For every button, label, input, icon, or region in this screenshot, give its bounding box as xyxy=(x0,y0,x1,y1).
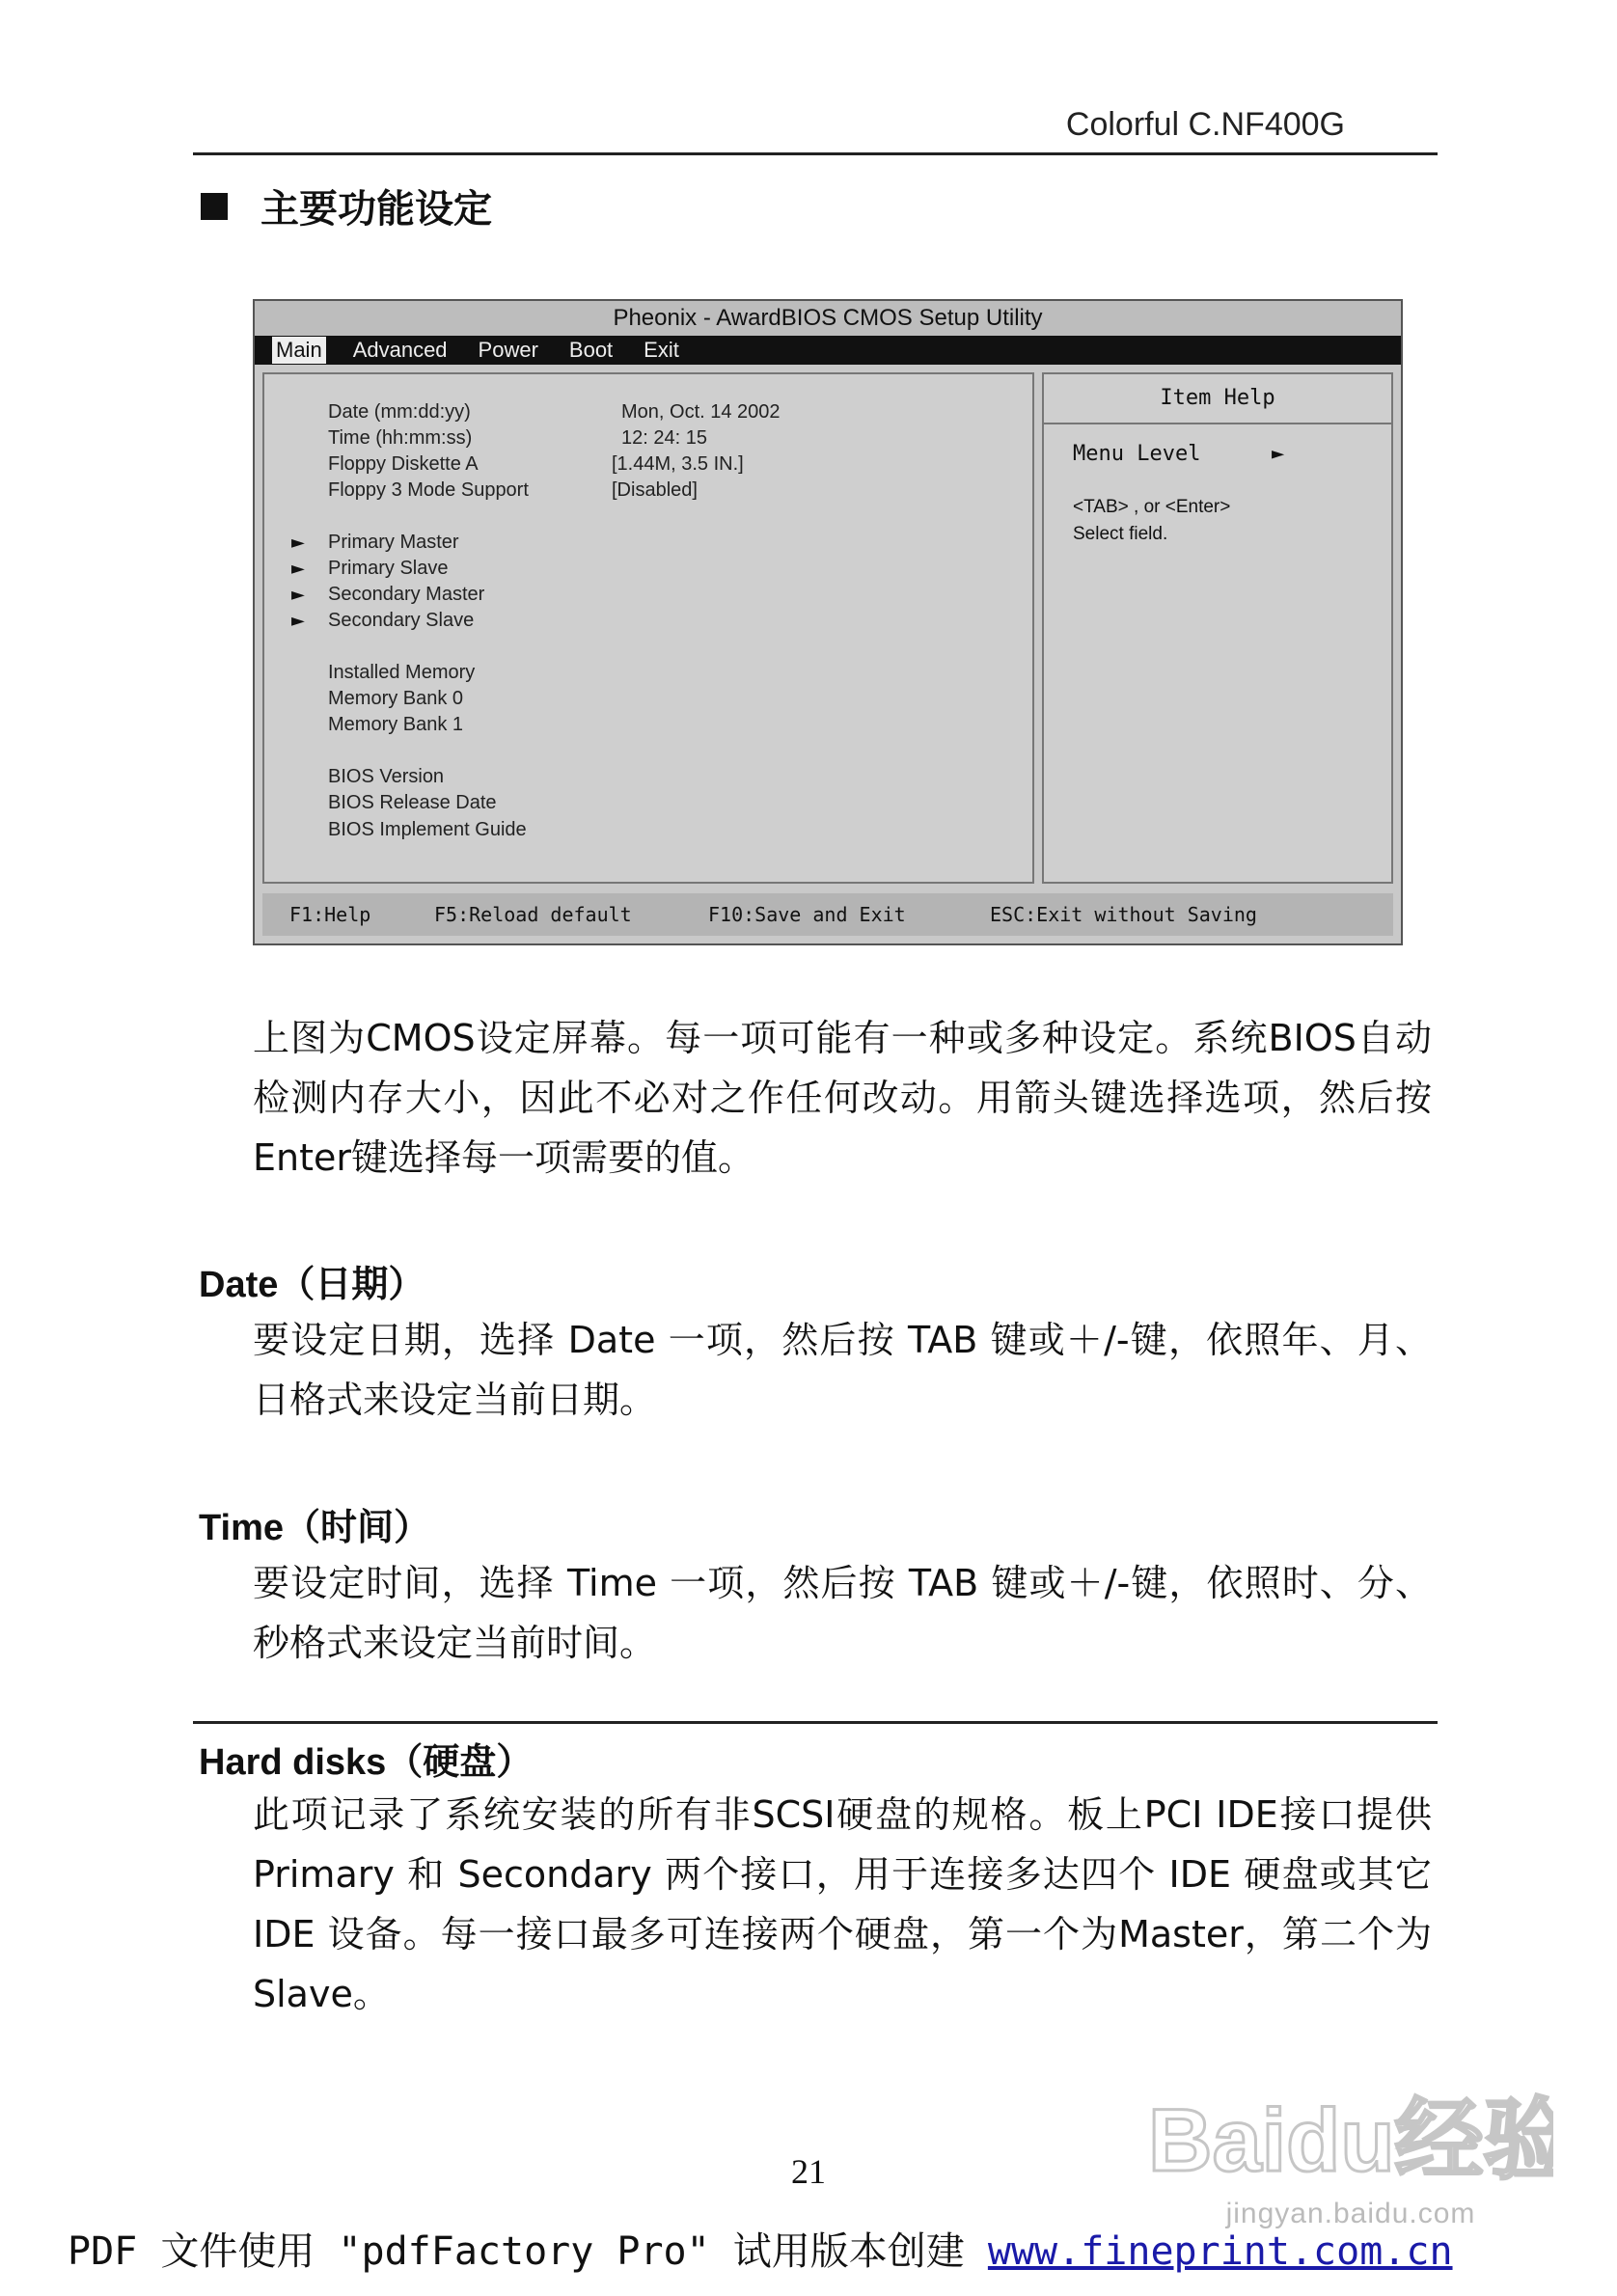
time-heading: Time（时间） xyxy=(199,1508,431,1548)
submenu-arrow-icon: ► xyxy=(291,533,305,553)
bios-floppy-a-label: Floppy Diskette A xyxy=(328,453,479,475)
section-divider xyxy=(193,1721,1438,1724)
bios-time-label: Time (hh:mm:ss) xyxy=(328,427,473,449)
bios-footer-f10: F10:Save and Exit xyxy=(708,903,906,926)
bios-primary-slave: Primary Slave xyxy=(328,558,449,579)
bios-date-label: Date (mm:dd:yy) xyxy=(328,401,471,423)
bios-secondary-master: Secondary Master xyxy=(328,584,485,605)
header-rule xyxy=(193,152,1438,155)
header-brand: Colorful C.NF400G xyxy=(1065,106,1345,143)
bios-menu-power: Power xyxy=(478,338,538,362)
bios-menu-exit: Exit xyxy=(644,338,679,362)
date-heading: Date（日期） xyxy=(199,1265,425,1305)
bios-menubar xyxy=(255,336,1401,365)
hdd-heading: Hard disks（硬盘） xyxy=(199,1742,534,1783)
bios-menu-advanced: Advanced xyxy=(352,338,448,362)
watermark-logo-text: Baidu经验 xyxy=(1148,2091,1553,2190)
hdd-body: 此项记录了系统安装的所有非SCSI硬盘的规格。板上PCI IDE接口提供 Primary 和 Secondary 两个接口，用于连接多达四个 IDE 硬盘或其它 IDE 设备。每一接口最多可连接两个硬盘，第一个为Master，第二个为Slave。 xyxy=(253,1793,1432,2015)
footer-link[interactable]: www.fineprint.com.cn xyxy=(987,2229,1453,2274)
pdf-footer-text: PDF 文件使用 "pdfFactory Pro" 试用版本创建 xyxy=(68,2229,988,2274)
bios-secondary-slave: Secondary Slave xyxy=(328,610,475,631)
help-title: Item Help xyxy=(1044,374,1391,424)
bios-release-date: BIOS Release Date xyxy=(328,792,497,813)
section-title xyxy=(201,178,492,233)
pdf-footer xyxy=(68,2221,1453,2276)
bios-main-panel xyxy=(262,372,1034,884)
watermark-url: jingyan.baidu.com xyxy=(1225,2198,1476,2229)
bios-version: BIOS Version xyxy=(328,766,445,787)
bios-primary-master: Primary Master xyxy=(328,532,459,553)
bios-footer-f5: F5:Reload default xyxy=(434,903,632,926)
bios-screenshot xyxy=(253,299,1403,945)
menu-level-arrow-icon: ► xyxy=(1272,442,1285,466)
bios-title: Pheonix - AwardBIOS CMOS Setup Utility xyxy=(255,301,1401,336)
section-title-text: 主要功能设定 xyxy=(260,187,492,232)
submenu-arrow-icon: ► xyxy=(291,559,305,579)
bios-floppy-a-value: [1.44M, 3.5 IN.] xyxy=(612,453,744,475)
intro-paragraph: 上图为CMOS设定屏幕。每一项可能有一种或多种设定。系统BIOS自动检测内存大小，因此不必对之作任何改动。用箭头键选择选项，然后按 Enter键选择每一项需要的值。 xyxy=(253,1017,1432,1179)
submenu-arrow-icon: ► xyxy=(291,585,305,605)
bios-footer-f1: F1:Help xyxy=(289,903,371,926)
bios-floppy3-value: [Disabled] xyxy=(612,479,698,501)
help-note-line2: Select field. xyxy=(1073,524,1168,544)
bios-date-value: Mon, Oct. 14 2002 xyxy=(621,401,781,423)
help-note-line1: <TAB> , or <Enter> xyxy=(1073,497,1231,517)
bios-memory-bank0: Memory Bank 0 xyxy=(328,688,464,709)
bios-memory-bank1: Memory Bank 1 xyxy=(328,714,464,735)
bios-help-panel xyxy=(1042,372,1393,884)
date-body: 要设定日期，选择 Date 一项，然后按 TAB 键或＋/-键，依照年、月、日格式来设定当前日期。 xyxy=(253,1319,1432,1421)
baidu-watermark-logo xyxy=(1148,2064,1553,2219)
bios-installed-memory: Installed Memory xyxy=(328,662,476,683)
time-body: 要设定时间，选择 Time 一项，然后按 TAB 键或＋/-键，依照时、分、秒格式来设定当前时间。 xyxy=(253,1562,1432,1664)
bios-floppy3-label: Floppy 3 Mode Support xyxy=(328,479,529,501)
bios-footer xyxy=(262,893,1393,936)
help-menu-level: Menu Level xyxy=(1073,442,1201,466)
submenu-arrow-icon: ► xyxy=(291,611,305,631)
square-bullet-icon xyxy=(201,193,228,220)
bios-footer-esc: ESC:Exit without Saving xyxy=(990,903,1257,926)
page-number: 21 xyxy=(791,2152,826,2191)
bios-implement-guide: BIOS Implement Guide xyxy=(328,819,527,840)
bios-menu-main: Main xyxy=(272,337,326,364)
bios-time-value: 12: 24: 15 xyxy=(621,427,707,449)
bios-menu-boot: Boot xyxy=(568,338,614,362)
